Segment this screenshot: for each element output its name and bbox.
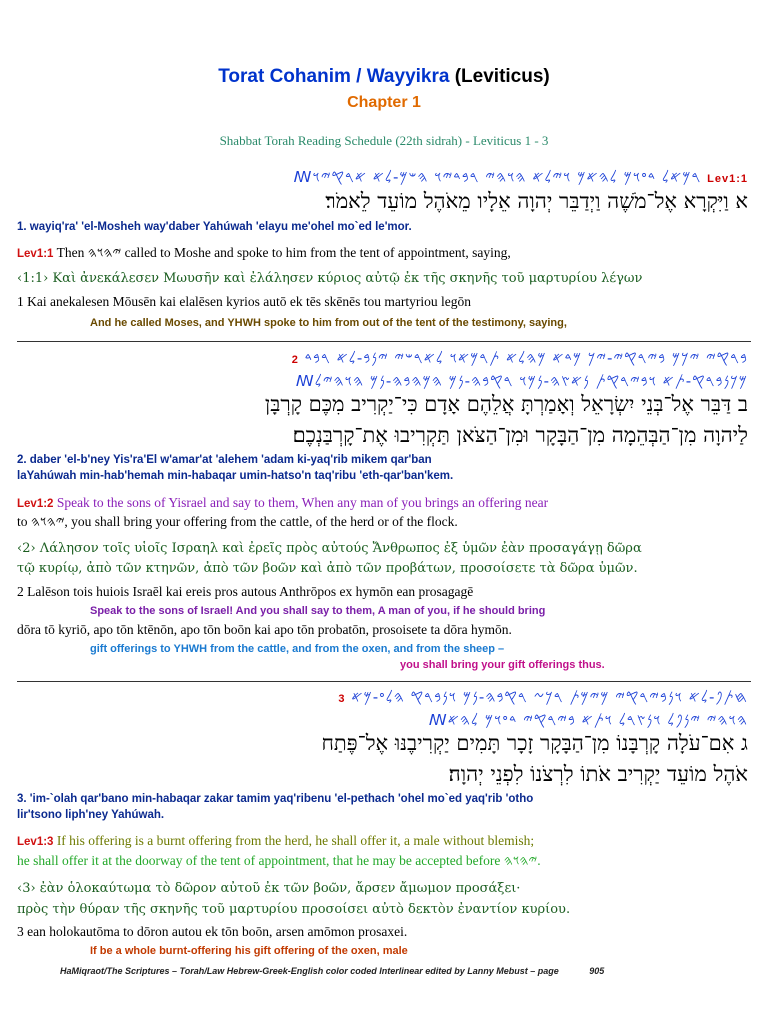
verse3-hebrew-1: ג אִם־עֹלָה קָרְבָּנוֹ מִן־הַבָּקָר זָכָר תָּמִים יַקְרִיבֶנּוּ אֶל־פֶּתַח: [321, 731, 748, 755]
verse3-paleo-hebrew-2: ꟿ𐤄𐤅𐤄𐤉 𐤉𐤍𐤐𐤋 𐤅𐤍𐤑𐤓𐤋 𐤅𐤕𐤀 𐤁𐤉𐤓𐤒𐤉 𐤃𐤏𐤅𐤌 𐤋𐤄𐤀: [428, 711, 748, 729]
verse2-english-1: Lev1:2 Speak to the sons of Yisrael and say to them, When any man of you brings an offering near: [17, 495, 549, 510]
footer-text: HaMiqraot/The Scriptures – Torah/Law Hebrew-Greek-English color coded Interlinear edited by Lanny Mebust – page: [60, 966, 559, 976]
page-footer: [60, 966, 750, 976]
verse3-transliteration-2: lir'tsono liph'ney Yahúwah.: [17, 809, 165, 821]
divider: [17, 341, 751, 342]
verse2-gloss-1: Speak to the sons of Israel! And you shall say to them, A man of you, if he should bring: [90, 605, 546, 617]
verse2-transliteration-2: laYahúwah min-hab'hemah min-habaqar umin-hatso'n taq'ribu 'eth-qar'ban'kem.: [17, 470, 454, 482]
verse2-transliteration-1: 2. daber 'el-b'ney Yis'ra'El w'amar'at 'alehem 'adam ki-yaq'rib mikem qar'ban: [17, 454, 432, 466]
title-main: Torat Cohanim / Wayyikra: [218, 66, 450, 87]
verse3-gloss: If be a whole burnt-offering his gift offering of the oxen, male: [90, 945, 408, 957]
verse2-hebrew-2: לַיהוָה מִן־הַבְּהֵמָה מִן־הַבָּקָר וּמִן־הַצֹּאן תַּקְרִיבוּ אֶת־קָרְבַּנְכֶם׃: [292, 423, 748, 447]
verse2-gloss-3: you shall bring your gift offerings thus.: [400, 659, 605, 671]
verse2-english-2: to 𐤉𐤄𐤅𐤄, you shall bring your offering from the cattle, of the herd or of the flock.: [17, 514, 458, 529]
verse1-english: Lev1:1 Then 𐤉𐤄𐤅𐤄 called to Moshe and spoke to him from the tent of appointment, saying,: [17, 245, 511, 260]
verse1-gloss: And he called Moses, and YHWH spoke to him from out of the tent of the testimony, saying,: [90, 317, 567, 329]
verse2-greek-transliteration-1: 2 Lalēson tois huiois Israēl kai ereis pros autous Anthrōpos ex hymōn ean prosagagē: [17, 584, 474, 599]
verse3-hebrew-2: אֹהֶל מוֹעֵד יַקְרִיב אֹתוֹ לִרְצֹנוֹ לִפְנֵי יְהוָה׃: [448, 762, 748, 786]
verse2-paleo-hebrew-2: ꟿ𐤌𐤊𐤍𐤁𐤓𐤒-𐤕𐤀 𐤅𐤁𐤉𐤓𐤒𐤕 𐤍𐤀𐤑𐤄-𐤍𐤌𐤅 𐤓𐤒𐤁𐤄-𐤍𐤌 𐤄𐤌𐤄𐤁𐤄-𐤍𐤌 𐤄𐤅𐤄𐤉𐤋: [295, 372, 748, 390]
verse2-greek-2: τῷ κυρίῳ, ἀπὸ τῶν κτηνῶν, ἀπὸ τῶν βοῶν καὶ ἀπὸ τῶν προβάτων, προσοίσετε τὰ δῶρα ὑμῶν.: [17, 561, 638, 576]
verse3-english-2: he shall offer it at the doorway of the tent of appointment, that he may be accepted before 𐤉𐤄𐤅𐤄.: [17, 853, 541, 868]
page-number: 905: [589, 966, 605, 976]
verse1-hebrew: א וַיִּקְרָא אֶל־מֹשֶׁה וַיְדַבֵּר יְהוָה אֵלָיו מֵאֹהֶל מוֹעֵד לֵאמֹר׃: [325, 189, 748, 213]
verse1-english-text: Then 𐤉𐤄𐤅𐤄 called to Moshe and spoke to him from the tent of appointment, saying,: [56, 245, 511, 260]
verse2-greek-1: ‹2› Λάλησον τοῖς υἱοῖς Ισραηλ καὶ ἐρεῖς πρὸς αὐτούς Ἄνθρωπος ἐξ ὑμῶν ἐὰν προσαγάγῃ δῶρα: [17, 541, 642, 556]
verse1-paleo-hebrew: ꟿ𐤓𐤌𐤀𐤋 𐤃𐤏𐤅𐤌 𐤋𐤄𐤀𐤌 𐤅𐤉𐤋𐤀 𐤄𐤅𐤄𐤉 𐤓𐤁𐤃𐤉𐤅 𐤄𐤔𐤌-𐤋𐤀 𐤀𐤓𐤒𐤉𐤅 Lev1:1: [293, 168, 748, 186]
chapter-heading: Chapter 1: [347, 94, 421, 111]
verse2-greek-transliteration-2: dōra tō kyriō, apo tōn ktēnōn, apo tōn boōn kai apo tōn probatōn, prosoisete ta dōra hymōn.: [17, 622, 512, 637]
verse3-english-1: Lev1:3 If his offering is a burnt offering from the herd, he shall offer it, a male without blemish;: [17, 833, 535, 848]
verse3-transliteration-1: 3. 'im-`olah qar'bano min-habaqar zakar tamim yaq'ribenu 'el-pethach 'ohel mo`ed yaq'rib 'otho: [17, 793, 534, 805]
verse1-transliteration: 1. wayiq'ra' 'el-Mosheh way'daber Yahúwah 'elayu me'ohel mo`ed le'mor.: [17, 221, 412, 233]
verse3-greek-transliteration: 3 ean holokautōma to dōron autou ek tōn boōn, arsen amōmon prosaxei.: [17, 924, 408, 939]
verse2-gloss-2: gift offerings to YHWH from the cattle, and from the oxen, and from the sheep –: [90, 643, 505, 655]
reading-schedule: Shabbat Torah Reading Schedule (22th sidrah) - Leviticus 1 - 3: [219, 133, 549, 148]
verse3-paleo-hebrew-1: 𐤇𐤕𐤐-𐤋𐤀 𐤅𐤍𐤁𐤉𐤓𐤒𐤉 𐤌𐤉𐤌𐤕 𐤓𐤊𐤆 𐤓𐤒𐤁𐤄-𐤍𐤌 𐤅𐤍𐤁𐤓𐤒 𐤄𐤋𐤏-𐤌𐤀 3: [338, 688, 748, 706]
verse1-greek: ‹1:1› Καὶ ἀνεκάλεσεν Μωυσῆν καὶ ἐλάλησεν κύριος αὐτῷ ἐκ τῆς σκηνῆς τοῦ μαρτυρίου λέγων: [17, 271, 643, 286]
verse2-paleo-hebrew-1: 𐤁𐤓𐤒𐤉 𐤉𐤊𐤌 𐤁𐤉𐤓𐤒𐤉-𐤉𐤊 𐤌𐤃𐤀 𐤌𐤄𐤋𐤀 𐤕𐤓𐤌𐤀𐤅 𐤋𐤀𐤓𐤔𐤉 𐤉𐤍𐤁-𐤋𐤀 𐤓𐤁𐤃 2: [291, 349, 748, 367]
verse3-greek-1: ‹3› ἐὰν ὁλοκαύτωμα τὸ δῶρον αὐτοῦ ἐκ τῶν βοῶν, ἄρσεν ἄμωμον προσάξει·: [17, 881, 521, 896]
title-book: (Leviticus): [454, 66, 550, 87]
page-title: [0, 66, 768, 88]
verse1-greek-transliteration: 1 Kai anekalesen Mōusēn kai elalēsen kyrios autō ek tēs skēnēs tou martyriou legōn: [17, 294, 471, 309]
divider: [17, 681, 751, 682]
verse2-hebrew-1: ב דַּבֵּר אֶל־בְּנֵי יִשְׂרָאֵל וְאָמַרְתָּ אֲלֵהֶם אָדָם כִּי־יַקְרִיב מִכֶּם קָרְבָּן: [264, 392, 748, 416]
verse3-greek-2: πρὸς τὴν θύραν τῆς σκηνῆς τοῦ μαρτυρίου προσοίσει αὐτὸ δεκτὸν ἐναντίον κυρίου.: [17, 902, 571, 917]
